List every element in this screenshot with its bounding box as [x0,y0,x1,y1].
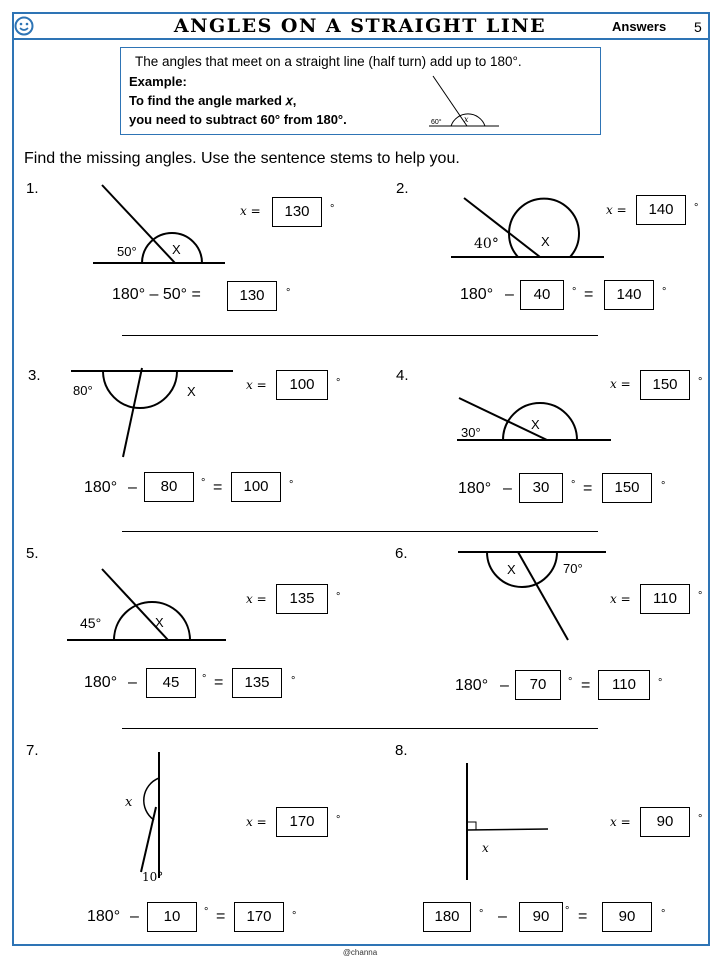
unknown-angle-label: X [172,242,181,257]
question-number: 7. [26,742,39,759]
x-answer-box[interactable]: 110 [640,584,690,614]
equals-sign: = [581,677,591,694]
x-equals-label: 𝑥 = [610,592,631,606]
x-equals-label: 𝑥 = [610,377,631,391]
minus-sign: – [130,908,139,925]
start-box[interactable]: 180 [423,902,471,932]
x-equals-label: 𝑥 = [606,203,627,217]
degree-symbol: ° [568,676,573,688]
example-angle-label: 60° [431,119,442,126]
degree-symbol: ° [662,286,667,298]
degree-symbol: ° [336,591,341,603]
equals-sign: = [214,674,224,691]
example-heading: Example: [129,74,187,89]
unknown-angle-label: X [187,384,196,399]
result-box[interactable]: 170 [234,902,284,932]
stem-start: 180° [455,677,489,694]
stem-start: 180° [458,480,492,497]
question-number: 1. [26,180,39,197]
example-var-label: x [464,115,469,124]
degree-symbol: ° [204,906,209,918]
degree-symbol: ° [201,477,206,489]
question-3-diagram [68,360,238,460]
separator [122,728,598,729]
degree-symbol: ° [698,376,703,388]
minus-sign: – [128,674,137,691]
question-4-diagram [455,390,615,445]
result-box[interactable]: 110 [598,670,650,700]
unknown-angle-label: X [507,562,516,577]
question-2-diagram [448,180,608,270]
x-equals-label: 𝑥 = [246,378,267,392]
separator [122,335,598,336]
unknown-angle-label: x [482,841,489,855]
given-box[interactable]: 10 [147,902,197,932]
question-7-diagram [122,750,182,885]
degree-symbol: ° [658,677,663,689]
degree-symbol: ° [330,203,335,215]
question-number: 8. [395,742,408,759]
question-number: 4. [396,367,409,384]
footer-credit: @channa [342,948,378,957]
example-diagram [421,68,501,134]
equals-sign: = [584,286,594,303]
given-box[interactable]: 40 [520,280,564,310]
degree-symbol: ° [661,908,666,920]
x-answer-box[interactable]: 135 [276,584,328,614]
x-equals-label: 𝑥 = [610,815,631,829]
equals-sign: = [583,480,593,497]
x-answer-box[interactable]: 140 [636,195,686,225]
unknown-angle-label: X [541,234,550,249]
example-box [120,47,601,135]
stem-start: 180° [84,479,118,496]
degree-symbol: ° [479,908,484,920]
x-equals-label: 𝑥 = [246,592,267,606]
x-answer-box[interactable]: 130 [272,197,322,227]
x-equals-label: 𝑥 = [240,204,261,218]
degree-symbol: ° [572,286,577,298]
question-8-diagram [458,760,553,885]
instruction: Find the missing angles. Use the sentence stems to help you. [24,150,460,167]
question-5-diagram [64,565,230,645]
x-answer-box[interactable]: 150 [640,370,690,400]
degree-symbol: ° [336,814,341,826]
degree-symbol: ° [571,479,576,491]
given-box[interactable]: 30 [519,473,563,503]
answers-label: Answers [612,19,667,34]
minus-sign: – [500,677,509,694]
unknown-angle-label: x [125,795,133,810]
example-line-2: you need to subtract 60° from 180°. [129,112,347,127]
degree-symbol: ° [289,479,294,491]
degree-symbol: ° [565,905,570,917]
question-1-diagram [90,180,230,270]
example-line-1: To find the angle marked 𝑥, [129,93,297,108]
equals-sign: = [216,908,226,925]
given-box[interactable]: 80 [144,472,194,502]
question-number: 2. [396,180,409,197]
given-angle-label: 40° [474,236,499,252]
degree-symbol: ° [336,377,341,389]
smiley-icon [14,16,34,36]
minus-sign: – [498,908,507,925]
question-6-diagram [456,546,611,642]
given-box[interactable]: 90 [519,902,563,932]
given-angle-label: 30° [461,425,481,440]
degree-symbol: ° [291,675,296,687]
result-box[interactable]: 130 [227,281,277,311]
degree-symbol: ° [698,813,703,825]
given-box[interactable]: 45 [146,668,196,698]
minus-sign: – [128,479,137,496]
result-box[interactable]: 140 [604,280,654,310]
given-box[interactable]: 70 [515,670,561,700]
example-intro: The angles that meet on a straight line (half turn) add up to 180°. [135,54,522,69]
given-angle-label: 50° [117,244,137,259]
degree-symbol: ° [202,673,207,685]
equals-sign: = [213,479,223,496]
result-box[interactable]: 135 [232,668,282,698]
given-angle-label: 10° [142,870,164,884]
given-angle-label: 80° [73,383,93,398]
x-answer-box[interactable]: 90 [640,807,690,837]
minus-sign: – [505,286,514,303]
result-box[interactable]: 90 [602,902,652,932]
minus-sign: – [503,480,512,497]
question-number: 5. [26,545,39,562]
degree-symbol: ° [694,202,699,214]
degree-symbol: ° [286,287,291,299]
stem-start: 180° [460,286,494,303]
stem-prefix: 180° – 50° = [112,286,201,303]
question-number: 3. [28,367,41,384]
header-divider [12,38,710,40]
stem-start: 180° [84,674,118,691]
degree-symbol: ° [698,590,703,602]
given-angle-label: 45° [80,615,102,631]
unknown-angle-label: X [155,615,164,630]
page-title: ANGLES ON A STRAIGHT LINE [173,15,547,37]
equals-sign: = [578,908,588,925]
degree-symbol: ° [292,910,297,922]
degree-symbol: ° [661,480,666,492]
x-answer-box[interactable]: 170 [276,807,328,837]
page-number: 5 [694,19,702,35]
stem-start: 180° [87,908,121,925]
result-box[interactable]: 100 [231,472,281,502]
question-number: 6. [395,545,408,562]
given-angle-label: 70° [563,561,583,576]
x-answer-box[interactable]: 100 [276,370,328,400]
separator [122,531,598,532]
result-box[interactable]: 150 [602,473,652,503]
x-equals-label: 𝑥 = [246,815,267,829]
unknown-angle-label: X [531,417,540,432]
